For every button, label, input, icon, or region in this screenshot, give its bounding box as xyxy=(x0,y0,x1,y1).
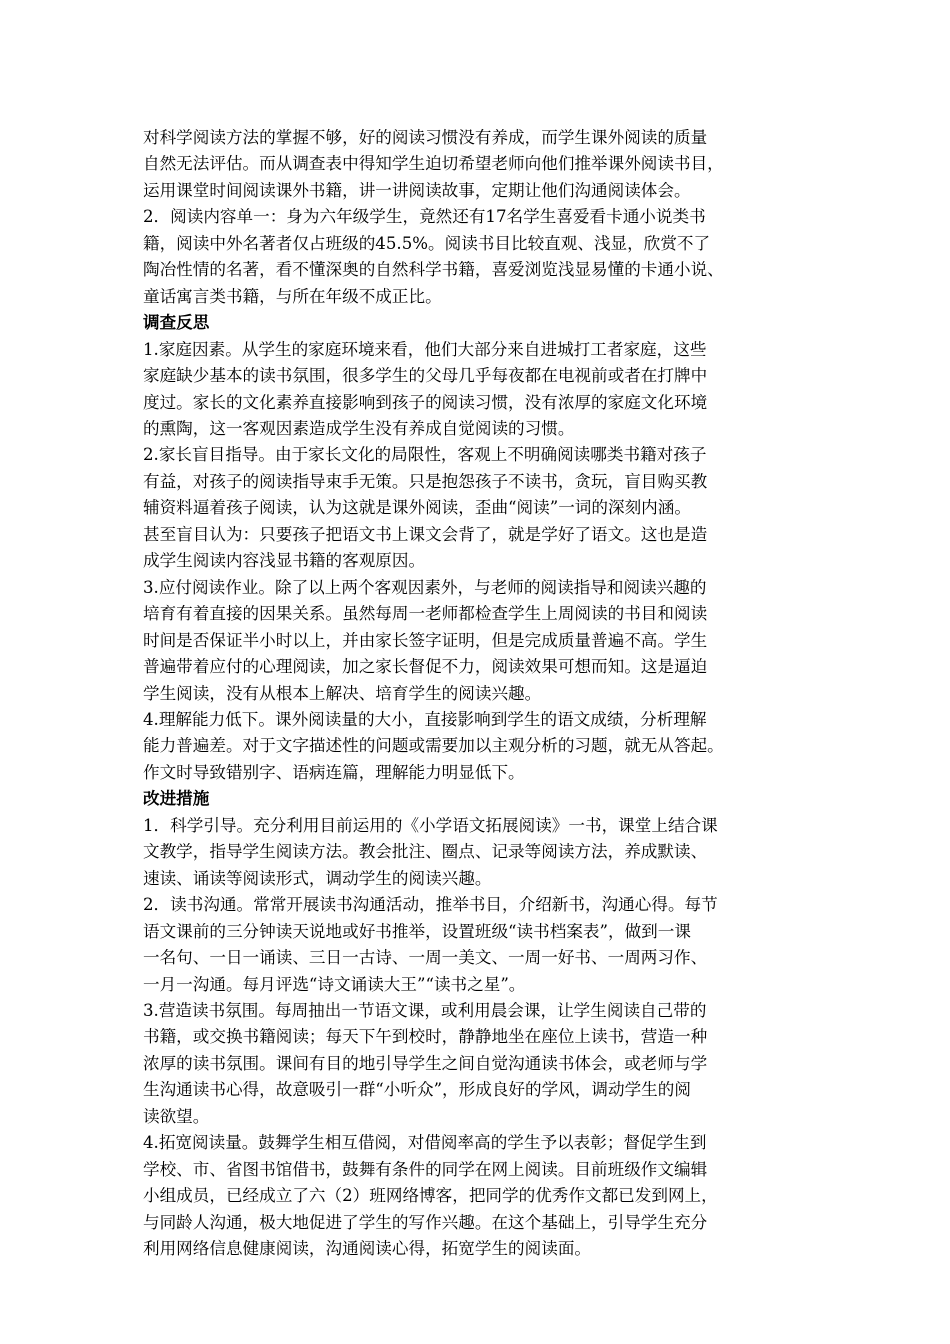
text-line: 辅资料逼着孩子阅读，认为这就是课外阅读，歪曲“阅读”一词的深刻内涵。 xyxy=(143,498,691,518)
text-line: 浓厚的读书氛围。课间有目的地引导学生之间自觉沟通读书体会，或老师与学 xyxy=(143,1053,708,1073)
measures-section xyxy=(143,786,813,1262)
measures-item-4 xyxy=(143,1130,813,1262)
text-line: 2．读书沟通。常常开展读书沟通活动，推举书目，介绍新书，沟通心得。每节 xyxy=(143,895,718,915)
text-line: 3.营造读书氛围。每周抽出一节语文课，或利用晨会课，让学生阅读自己带的 xyxy=(143,1000,707,1020)
text-line: 2．阅读内容单一：身为六年级学生，竟然还有17名学生喜爱看卡通小说类书 xyxy=(143,207,706,227)
measures-heading: 改进措施 xyxy=(143,789,210,809)
text-line: 学校、市、省图书馆借书，鼓舞有条件的同学在网上阅读。目前班级作文编辑 xyxy=(143,1159,708,1179)
text-line: 语文课前的三分钟读天说地或好书推举，设置班级“读书档案表”，做到一课 xyxy=(143,921,691,941)
text-line: 一月一沟通。每月评选“诗文诵读大王”“读书之星”。 xyxy=(143,974,526,994)
text-line: 甚至盲目认为：只要孩子把语文书上课文会背了，就是学好了语文。这也是造 xyxy=(143,524,708,544)
text-line: 2.家长盲目指导。由于家长文化的局限性，客观上不明确阅读哪类书籍对孩子 xyxy=(143,445,707,465)
text-line: 的熏陶，这一客观因素造成学生没有养成自觉阅读的习惯。 xyxy=(143,418,575,438)
measures-item-3 xyxy=(143,998,813,1130)
measures-item-2 xyxy=(143,892,813,998)
text-line: 文教学，指导学生阅读方法。教会批注、圈点、记录等阅读方法，养成默读、 xyxy=(143,842,708,862)
text-line: 籍，阅读中外名著者仅占班级的45.5%。阅读书目比较直观、浅显，欣赏不了 xyxy=(143,233,711,253)
text-line: 对科学阅读方法的掌握不够，好的阅读习惯没有养成，而学生课外阅读的质量 xyxy=(143,128,708,147)
text-line: 普遍带着应付的心理阅读，加之家长督促不力，阅读效果可想而知。这是逼迫 xyxy=(143,657,708,677)
text-line: 有益，对孩子的阅读指导束手无策。只是抱怨孩子不读书，贪玩，盲目购买教 xyxy=(143,471,708,491)
text-line: 4.拓宽阅读量。鼓舞学生相互借阅，对借阅率高的学生予以表彰；督促学生到 xyxy=(143,1133,707,1153)
text-line: 能力普遍差。对于文字描述性的问题或需要加以主观分析的习题，就无从答起。 xyxy=(143,736,724,756)
reflection-heading: 调查反思 xyxy=(143,313,210,333)
text-line: 3.应付阅读作业。除了以上两个客观因素外，与老师的阅读指导和阅读兴趣的 xyxy=(143,577,707,597)
text-line: 家庭缺少基本的读书氛围，很多学生的父母几乎每夜都在电视前或者在打牌中 xyxy=(143,366,708,386)
text-line: 陶冶性情的名著，看不懂深奥的自然科学书籍，喜爱浏览浅显易懂的卡通小说、 xyxy=(143,260,724,280)
text-line: 生沟通读书心得，故意吸引一群“小听众”，形成良好的学风，调动学生的阅 xyxy=(143,1080,691,1100)
text-line: 书籍，或交换书籍阅读；每天下午到校时，静静地坐在座位上读书，营造一种 xyxy=(143,1027,708,1047)
reflection-item-4 xyxy=(143,707,813,786)
text-line: 速读、诵读等阅读形式，调动学生的阅读兴趣。 xyxy=(143,868,492,888)
text-line: 读欲望。 xyxy=(143,1106,210,1126)
text-line: 自然无法评估。而从调查表中得知学生迫切希望老师向他们推举课外阅读书目， xyxy=(143,154,724,174)
reflection-section xyxy=(143,310,813,786)
text-line: 度过。家长的文化素养直接影响到孩子的阅读习惯，没有浓厚的家庭文化环境 xyxy=(143,392,708,412)
reflection-item-2 xyxy=(143,442,813,574)
text-line: 4.理解能力低下。课外阅读量的大小，直接影响到学生的语文成绩，分析理解 xyxy=(143,709,707,729)
text-line: 成学生阅读内容浅显书籍的客观原因。 xyxy=(143,551,426,571)
reflection-item-1 xyxy=(143,337,813,443)
text-line: 童话寓言类书籍，与所在年级不成正比。 xyxy=(143,286,442,306)
text-line: 与同龄人沟通，极大地促进了学生的写作兴趣。在这个基础上，引导学生充分 xyxy=(143,1212,708,1232)
text-line: 学生阅读，没有从根本上解决、培育学生的阅读兴趣。 xyxy=(143,683,542,703)
text-line: 小组成员，已经成立了六（2）班网络博客，把同学的优秀作文都已发到网上， xyxy=(143,1186,718,1206)
text-line: 作文时导致错别字、语病连篇，理解能力明显低下。 xyxy=(143,762,525,782)
reflection-item-3 xyxy=(143,575,813,707)
text-line: 培育有着直接的因果关系。虽然每周一老师都检查学生上周阅读的书目和阅读 xyxy=(143,604,708,624)
intro-paragraph xyxy=(143,125,813,204)
text-line: 1．科学引导。充分利用目前运用的《小学语文拓展阅读》一书，课堂上结合课 xyxy=(143,815,718,835)
text-line: 运用课堂时间阅读课外书籍，讲一讲阅读故事，定期让他们沟通阅读体会。 xyxy=(143,180,691,200)
measures-item-1 xyxy=(143,813,813,892)
text-line: 时间是否保证半小时以上，并由家长签字证明，但是完成质量普遍不高。学生 xyxy=(143,630,708,650)
text-line: 一名句、一日一诵读、三日一古诗、一周一美文、一周一好书、一周两习作、 xyxy=(143,948,708,968)
text-line: 利用网络信息健康阅读，沟通阅读心得，拓宽学生的阅读面。 xyxy=(143,1239,592,1259)
problem-2-paragraph xyxy=(143,204,813,310)
text-line: 1.家庭因素。从学生的家庭环境来看，他们大部分来自进城打工者家庭，这些 xyxy=(143,339,707,359)
document-page xyxy=(143,125,813,1262)
